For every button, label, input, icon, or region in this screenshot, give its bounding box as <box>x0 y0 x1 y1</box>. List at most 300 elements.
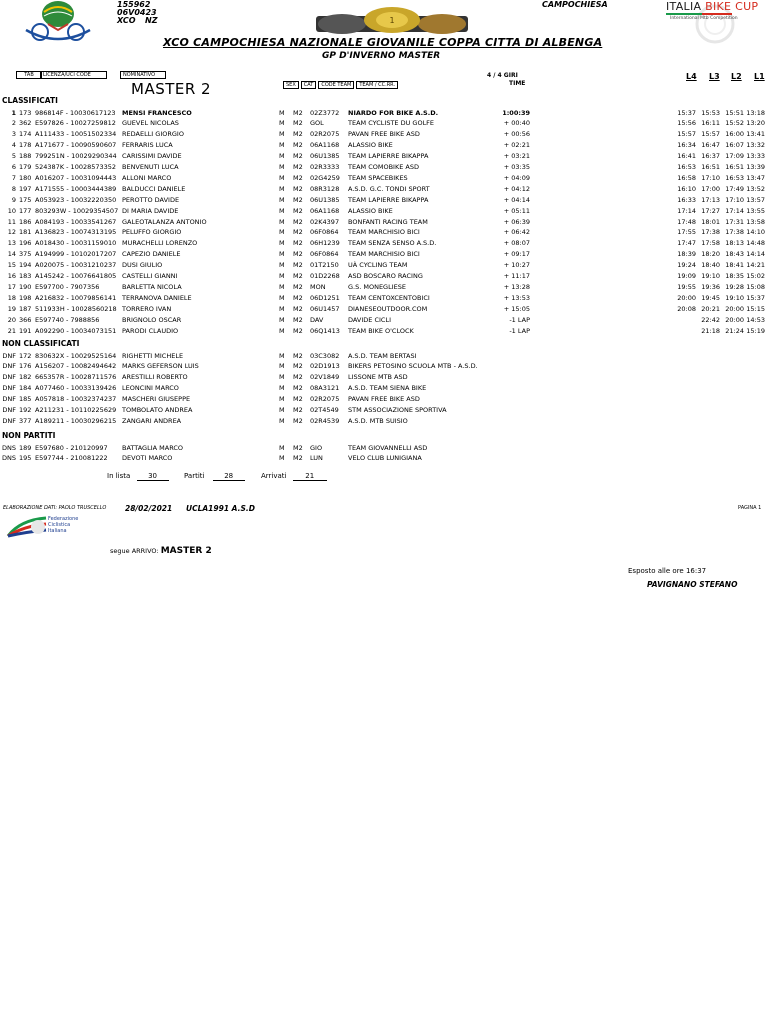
cell-team: A.S.D. MTB SUISIO <box>348 416 408 425</box>
cell-l3: 16:11 <box>701 119 720 128</box>
cell-tab: 192 <box>19 406 32 414</box>
cell-l1: 15:37 <box>746 293 765 302</box>
cell-code: 08A3121 <box>310 384 340 393</box>
cell-name: DI MARIA DAVIDE <box>122 206 179 215</box>
cell-team: A.S.D. TEAM BERTASI <box>348 351 417 360</box>
cell-l1: 14:48 <box>746 239 765 248</box>
table-row <box>0 293 768 304</box>
cell-l3: 15:57 <box>701 130 720 139</box>
table-row <box>0 108 768 119</box>
table-row <box>0 361 768 372</box>
cell-l1: 13:47 <box>746 173 765 182</box>
cell-sex: M <box>279 454 285 463</box>
cell-l2: 17:31 <box>725 217 744 226</box>
cell-l4: 15:37 <box>677 108 696 117</box>
col-cat: CAT <box>301 81 317 89</box>
fci-line-2: Ciclistica <box>48 522 71 528</box>
cell-sex: M <box>279 152 285 161</box>
table-row <box>0 151 768 162</box>
cell-tab: 174 <box>19 130 32 139</box>
cell-l2: 20:00 <box>725 304 744 313</box>
cell-l2: 20:00 <box>725 315 744 324</box>
cell-name: GUEVEL NICOLAS <box>122 119 179 128</box>
cell-lic: A216832 - 10079856141 <box>35 293 117 302</box>
cell-lic: A077460 - 10033139426 <box>35 384 117 393</box>
cell-lic: A057818 - 10032374237 <box>35 395 117 404</box>
cell-cat: M2 <box>293 250 303 259</box>
cell-l2: 17:38 <box>725 228 744 237</box>
table-row <box>0 282 768 293</box>
cell-sex: M <box>279 384 285 393</box>
cell-name: CASTELLI GIANNI <box>122 272 178 280</box>
cell-l3: 17:27 <box>701 206 720 215</box>
col-giri: 4 / 4 GIRI <box>487 72 518 79</box>
table-row <box>0 453 768 464</box>
cell-l3: 19:10 <box>701 272 720 280</box>
cell-l2: 18:35 <box>725 272 744 280</box>
cell-time: -1 LAP <box>509 326 530 335</box>
cell-team: NIARDO FOR BIKE A.S.D. <box>348 108 439 117</box>
cell-time: + 05:11 <box>503 206 530 215</box>
cell-pos: 11 <box>7 217 16 226</box>
cell-code: 03C3082 <box>310 351 340 360</box>
cell-l1: 15:08 <box>746 282 765 291</box>
col-group <box>283 71 398 90</box>
cell-tab: 184 <box>19 384 32 393</box>
cell-l2: 17:09 <box>725 152 744 161</box>
cell-l1: 14:21 <box>746 261 765 270</box>
cell-team: TEAM GIOVANNELLI ASD <box>348 443 428 452</box>
cell-code: GOL <box>310 119 324 128</box>
cell-cat: M2 <box>293 282 303 291</box>
cell-l4: 17:55 <box>677 228 696 237</box>
cell-l3: 19:36 <box>701 282 720 291</box>
cell-l3: 21:18 <box>701 326 720 335</box>
cell-pos: DNF <box>2 395 16 404</box>
cell-team: VELO CLUB LUNIGIANA <box>348 454 422 463</box>
cell-sex: M <box>279 351 285 360</box>
fci-line-1: Federazione <box>48 516 79 522</box>
cell-sex: M <box>279 228 285 237</box>
cell-l4: 16:33 <box>677 195 696 204</box>
cell-lic: A171677 - 10090590607 <box>35 141 117 150</box>
cell-team: TEAM SPACEBIKES <box>348 173 408 182</box>
cell-lic: A016207 - 10031094443 <box>35 173 117 182</box>
cell-tab: 198 <box>19 293 32 302</box>
cell-time: 1:00:39 <box>502 108 530 117</box>
cell-tab: 375 <box>19 250 32 259</box>
cell-sex: M <box>279 217 285 226</box>
cell-tab: 179 <box>19 163 32 171</box>
cell-team: LISSONE MTB ASD <box>348 373 408 382</box>
cell-pos: 12 <box>7 228 16 237</box>
cell-time: + 00:40 <box>503 119 530 128</box>
cell-l1: 14:10 <box>746 228 765 237</box>
cell-tab: 180 <box>19 173 32 182</box>
cell-sex: M <box>279 206 285 215</box>
cell-pos: 19 <box>7 304 16 313</box>
cell-l3: 17:10 <box>701 173 720 182</box>
cell-cat: M2 <box>293 119 303 128</box>
cell-cat: M2 <box>293 217 303 226</box>
cell-l3: 16:47 <box>701 141 720 150</box>
cell-l2: 18:43 <box>725 250 744 259</box>
cell-time: + 09:17 <box>503 250 530 259</box>
cell-name: REDAELLI GIORGIO <box>122 130 184 139</box>
table-row <box>0 129 768 140</box>
cell-name: MURACHELLI LORENZO <box>122 239 198 248</box>
cell-pos: 15 <box>7 261 16 270</box>
cell-l2: 15:52 <box>725 119 744 128</box>
next-arrival <box>110 546 212 556</box>
col-nominativo: NOMINATIVO <box>120 71 166 79</box>
cell-sex: M <box>279 416 285 425</box>
cell-lic: A156207 - 10082494642 <box>35 362 117 371</box>
cell-lic: 511933H - 10028560218 <box>35 304 117 313</box>
cell-l3: 17:13 <box>701 195 720 204</box>
cell-lic: A111433 - 10051502334 <box>35 130 117 139</box>
cell-pos: 16 <box>7 272 16 280</box>
cell-l1: 13:39 <box>746 163 765 171</box>
cell-pos: DNF <box>2 362 16 371</box>
col-time: TIME <box>509 80 526 87</box>
col-team: TEAM / CC.RR. <box>356 81 398 89</box>
cell-sex: M <box>279 119 285 128</box>
cell-l1: 13:55 <box>746 206 765 215</box>
cell-pos: 10 <box>7 206 16 215</box>
race-organizer: UCLA1991 A.S.D <box>186 504 255 513</box>
cell-lic: 524387K - 10028573352 <box>35 163 117 171</box>
cell-team: TEAM LAPIERRE BIKAPPA <box>348 152 429 161</box>
cell-l4: 20:08 <box>677 304 696 313</box>
cell-l3: 18:20 <box>701 250 720 259</box>
cell-time: + 08:07 <box>503 239 530 248</box>
cell-lic: 830632X - 10029525164 <box>35 351 117 360</box>
cell-cat: M2 <box>293 130 303 139</box>
cell-lic: A092290 - 10034073151 <box>35 326 117 335</box>
cell-l2: 17:14 <box>725 206 744 215</box>
cell-sex: M <box>279 373 285 382</box>
cell-l2: 16:00 <box>725 130 744 139</box>
cell-team: TEAM CYCLISTE DU GOLFE <box>348 119 435 128</box>
cell-code: 02R3333 <box>310 163 340 171</box>
cell-sex: M <box>279 163 285 171</box>
section-not-classified: NON CLASSIFICATI <box>2 339 80 348</box>
cell-cat: M2 <box>293 228 303 237</box>
cell-pos: DNF <box>2 384 16 393</box>
col-tab: TAB <box>16 71 42 79</box>
cell-pos: DNF <box>2 416 16 425</box>
table-row <box>0 184 768 195</box>
cell-cat: M2 <box>293 326 303 335</box>
cell-l2: 16:51 <box>725 163 744 171</box>
cell-cat: M2 <box>293 362 303 371</box>
cell-cat: M2 <box>293 152 303 161</box>
cell-l4: 16:58 <box>677 173 696 182</box>
cell-tab: 195 <box>19 454 32 463</box>
table-row <box>0 326 768 337</box>
cell-code: 02V1849 <box>310 373 340 382</box>
cell-name: PARODI CLAUDIO <box>122 326 179 335</box>
cell-team: PAVAN FREE BIKE ASD <box>348 395 420 404</box>
cell-name: PELUFFO GIORGIO <box>122 228 182 237</box>
cell-cat: M2 <box>293 272 303 280</box>
table-row <box>0 405 768 416</box>
cell-l4: 16:10 <box>677 184 696 193</box>
cell-name: MENSI FRANCESCO <box>122 108 192 117</box>
cell-code: 01D2268 <box>310 272 340 280</box>
cell-tab: 187 <box>19 304 32 313</box>
cell-cat: M2 <box>293 315 303 324</box>
cell-sex: M <box>279 141 285 150</box>
cell-team: TEAM MARCHISIO BICI <box>348 228 420 237</box>
cell-l3: 22:42 <box>701 315 720 324</box>
cell-l1: 13:52 <box>746 184 765 193</box>
event-title: XCO CAMPOCHIESA NAZIONALE GIOVANILE COPPA CITTA DI ALBENGA <box>163 36 603 49</box>
cell-code: 06A1168 <box>310 141 340 150</box>
col-l4: L4 <box>686 72 697 81</box>
medals-icon <box>312 6 472 36</box>
cell-name: ARESTILLI ROBERTO <box>122 373 188 382</box>
cell-time: + 04:14 <box>503 195 530 204</box>
cell-cat: M2 <box>293 261 303 270</box>
summary-partiti <box>184 472 245 481</box>
cell-lic: 986814F - 10030617123 <box>35 108 116 117</box>
cell-l1: 15:19 <box>746 326 765 335</box>
partiti-label: Partiti <box>184 472 205 480</box>
cell-l2: 18:13 <box>725 239 744 248</box>
cell-name: LEONCINI MARCO <box>122 384 179 393</box>
table-row <box>0 227 768 238</box>
cell-sex: M <box>279 395 285 404</box>
partiti-value: 28 <box>213 472 245 481</box>
cell-lic: A020075 - 10031210237 <box>35 261 117 270</box>
cup-tagline: International Mtb Competition <box>670 16 738 21</box>
cell-sex: M <box>279 406 285 414</box>
cell-l4: 18:39 <box>677 250 696 259</box>
cell-lic: A136823 - 10074313195 <box>35 228 117 237</box>
cell-team: PAVAN FREE BIKE ASD <box>348 130 420 139</box>
cell-sex: M <box>279 173 285 182</box>
cell-code: 06U1385 <box>310 195 340 204</box>
cell-pos: 2 <box>11 119 16 128</box>
cell-tab: 182 <box>19 373 32 382</box>
cell-tab: 177 <box>19 206 32 215</box>
cell-code: 08R3128 <box>310 184 340 193</box>
cell-sex: M <box>279 108 285 117</box>
cell-l1: 13:33 <box>746 152 765 161</box>
posted-time: Esposto alle ore 16:37 <box>628 567 707 575</box>
cell-pos: DNF <box>2 406 16 414</box>
cell-name: BARLETTA NICOLA <box>122 282 182 291</box>
cell-time: + 11:17 <box>503 272 530 280</box>
cell-team: STM ASSOCIAZIONE SPORTIVA <box>348 406 447 414</box>
race-code-2: 06V0423 <box>117 8 157 17</box>
cell-lic: 799251N - 10029290344 <box>35 152 117 161</box>
cell-pos: DNF <box>2 351 16 360</box>
cell-l3: 18:01 <box>701 217 720 226</box>
cell-team: BONFANTI RACING TEAM <box>348 217 428 226</box>
fci-line-3: Italiana <box>48 528 67 534</box>
cell-code: 06F0864 <box>310 228 339 237</box>
cell-team: DAVIDE CICLI <box>348 315 391 324</box>
cell-l2: 17:10 <box>725 195 744 204</box>
event-subtitle: GP D'INVERNO MASTER <box>322 51 441 61</box>
cell-l4: 17:48 <box>677 217 696 226</box>
cell-team: A.S.D. G.C. TONDI SPORT <box>348 184 430 193</box>
cup-name: BIKE CUP <box>705 0 759 13</box>
cell-cat: M2 <box>293 184 303 193</box>
cell-l1: 14:53 <box>746 315 765 324</box>
cell-lic: E597744 - 210081222 <box>35 454 108 463</box>
cell-code: 02R2075 <box>310 395 340 404</box>
cell-sex: M <box>279 261 285 270</box>
cell-team: TEAM MARCHISIO BICI <box>348 250 420 259</box>
fci-logo <box>6 516 86 540</box>
cell-sex: M <box>279 184 285 193</box>
cell-lic: E597826 - 10027259812 <box>35 119 116 128</box>
cell-lic: A053923 - 10032220350 <box>35 195 117 204</box>
cell-code: 02R4539 <box>310 416 340 425</box>
cell-cat: M2 <box>293 406 303 414</box>
cell-sex: M <box>279 362 285 371</box>
summary-in-lista <box>107 472 169 481</box>
table-row <box>0 260 768 271</box>
cell-tab: 186 <box>19 217 32 226</box>
cell-l4: 16:34 <box>677 141 696 150</box>
cell-l3: 16:37 <box>701 152 720 161</box>
page-number: PAGINA 1 <box>738 505 762 511</box>
table-row <box>0 443 768 454</box>
cell-time: + 06:42 <box>503 228 530 237</box>
cell-code: MON <box>310 282 326 291</box>
cell-l2: 19:28 <box>725 282 744 291</box>
table-row <box>0 206 768 217</box>
table-row <box>0 351 768 362</box>
cell-l3: 18:40 <box>701 261 720 270</box>
cell-name: MASCHERI GIUSEPPE <box>122 395 191 404</box>
medals-image <box>312 6 472 36</box>
cell-name: DUSI GIULIO <box>122 261 163 270</box>
cell-l3: 17:38 <box>701 228 720 237</box>
data-processing-credit: ELABORAZIONE DATI: PAOLO TRUSCELLO <box>3 505 107 511</box>
cell-time: + 04:09 <box>503 173 530 182</box>
table-row <box>0 249 768 260</box>
cell-cat: M2 <box>293 195 303 204</box>
cell-l4: 19:55 <box>677 282 696 291</box>
cell-sex: M <box>279 195 285 204</box>
cell-code: 06Q1413 <box>310 326 340 335</box>
race-discipline: XCO <box>117 16 136 25</box>
cell-tab: 188 <box>19 152 32 161</box>
cell-l2: 16:53 <box>725 173 744 182</box>
cell-code: GIO <box>310 443 323 452</box>
table-row <box>0 173 768 184</box>
cell-name: ALLONI MARCO <box>122 173 172 182</box>
cell-cat: M2 <box>293 206 303 215</box>
cell-pos: 14 <box>7 250 16 259</box>
cell-l3: 16:51 <box>701 163 720 171</box>
cell-l1: 13:18 <box>746 108 765 117</box>
cell-tab: 191 <box>19 326 32 335</box>
cell-time: + 15:05 <box>503 304 530 313</box>
cell-name: DEVOTI MARCO <box>122 454 173 463</box>
cell-name: BRIGNOLO OSCAR <box>122 315 182 324</box>
table-row <box>0 271 768 282</box>
cell-sex: M <box>279 304 285 313</box>
cell-l4: 16:41 <box>677 152 696 161</box>
cell-name: MARKS GEFERSON LUIS <box>122 362 199 371</box>
cell-l4: 19:24 <box>677 261 696 270</box>
cell-name: GALEOTALANZA ANTONIO <box>122 217 207 226</box>
cell-tab: 189 <box>19 443 32 452</box>
cell-lic: 803293W - 10029354507 <box>35 206 119 215</box>
cell-name: BALDUCCI DANIELE <box>122 184 186 193</box>
cell-cat: M2 <box>293 239 303 248</box>
cell-l1: 15:15 <box>746 304 765 313</box>
cell-sex: M <box>279 272 285 280</box>
cell-team: BIKERS PETOSINO SCUOLA MTB - A.S.D. <box>348 362 478 371</box>
table-row <box>0 118 768 129</box>
cell-tab: 377 <box>19 416 32 425</box>
svg-text:1: 1 <box>389 16 395 25</box>
cell-name: CARISSIMI DAVIDE <box>122 152 182 161</box>
cell-team: TEAM SENZA SENSO A.S.D. <box>348 239 437 248</box>
cell-team: ASD BOSCARO RACING <box>348 272 423 280</box>
cell-tab: 185 <box>19 395 32 404</box>
cell-name: TORRERO IVAN <box>122 304 172 313</box>
race-date: 28/02/2021 <box>125 504 173 513</box>
cell-l4: 15:56 <box>677 119 696 128</box>
cell-l2: 19:10 <box>725 293 744 302</box>
cell-l3: 15:53 <box>701 108 720 117</box>
cell-l2: 21:24 <box>725 326 744 335</box>
cell-cat: M2 <box>293 373 303 382</box>
cell-cat: M2 <box>293 384 303 393</box>
cell-tab: 173 <box>19 108 32 117</box>
cell-pos: 18 <box>7 293 16 302</box>
cell-l4: 15:57 <box>677 130 696 139</box>
cell-pos: DNS <box>2 454 16 463</box>
organizer-logo <box>18 0 98 44</box>
cell-cat: M2 <box>293 141 303 150</box>
cell-lic: 665357R - 10028711576 <box>35 373 117 382</box>
location: CAMPOCHIESA <box>542 0 608 9</box>
cell-code: 02T4549 <box>310 406 339 414</box>
section-classified: CLASSIFICATI <box>2 96 58 105</box>
cell-time: + 10:27 <box>503 261 530 270</box>
cell-pos: 9 <box>11 195 16 204</box>
cell-l2: 17:49 <box>725 184 744 193</box>
cell-name: CAPEZIO DANIELE <box>122 250 181 259</box>
cell-lic: A211231 - 10110225629 <box>35 406 117 414</box>
cell-team: UÀ CYCLING TEAM <box>348 261 408 270</box>
cell-code: LUN <box>310 454 323 463</box>
cell-code: 06A1168 <box>310 206 340 215</box>
cell-code: 06D1251 <box>310 293 340 302</box>
cell-cat: M2 <box>293 454 303 463</box>
cell-code: 02D1913 <box>310 362 340 371</box>
cell-pos: 4 <box>11 141 16 150</box>
col-l3: L3 <box>709 72 720 81</box>
cell-pos: DNS <box>2 443 16 452</box>
cell-time: + 02:21 <box>503 141 530 150</box>
arrivati-value: 21 <box>293 472 327 481</box>
cell-lic: E597740 - 7988856 <box>35 315 100 324</box>
cell-tab: 366 <box>19 315 32 324</box>
table-row <box>0 383 768 394</box>
cell-tab: 175 <box>19 195 32 204</box>
